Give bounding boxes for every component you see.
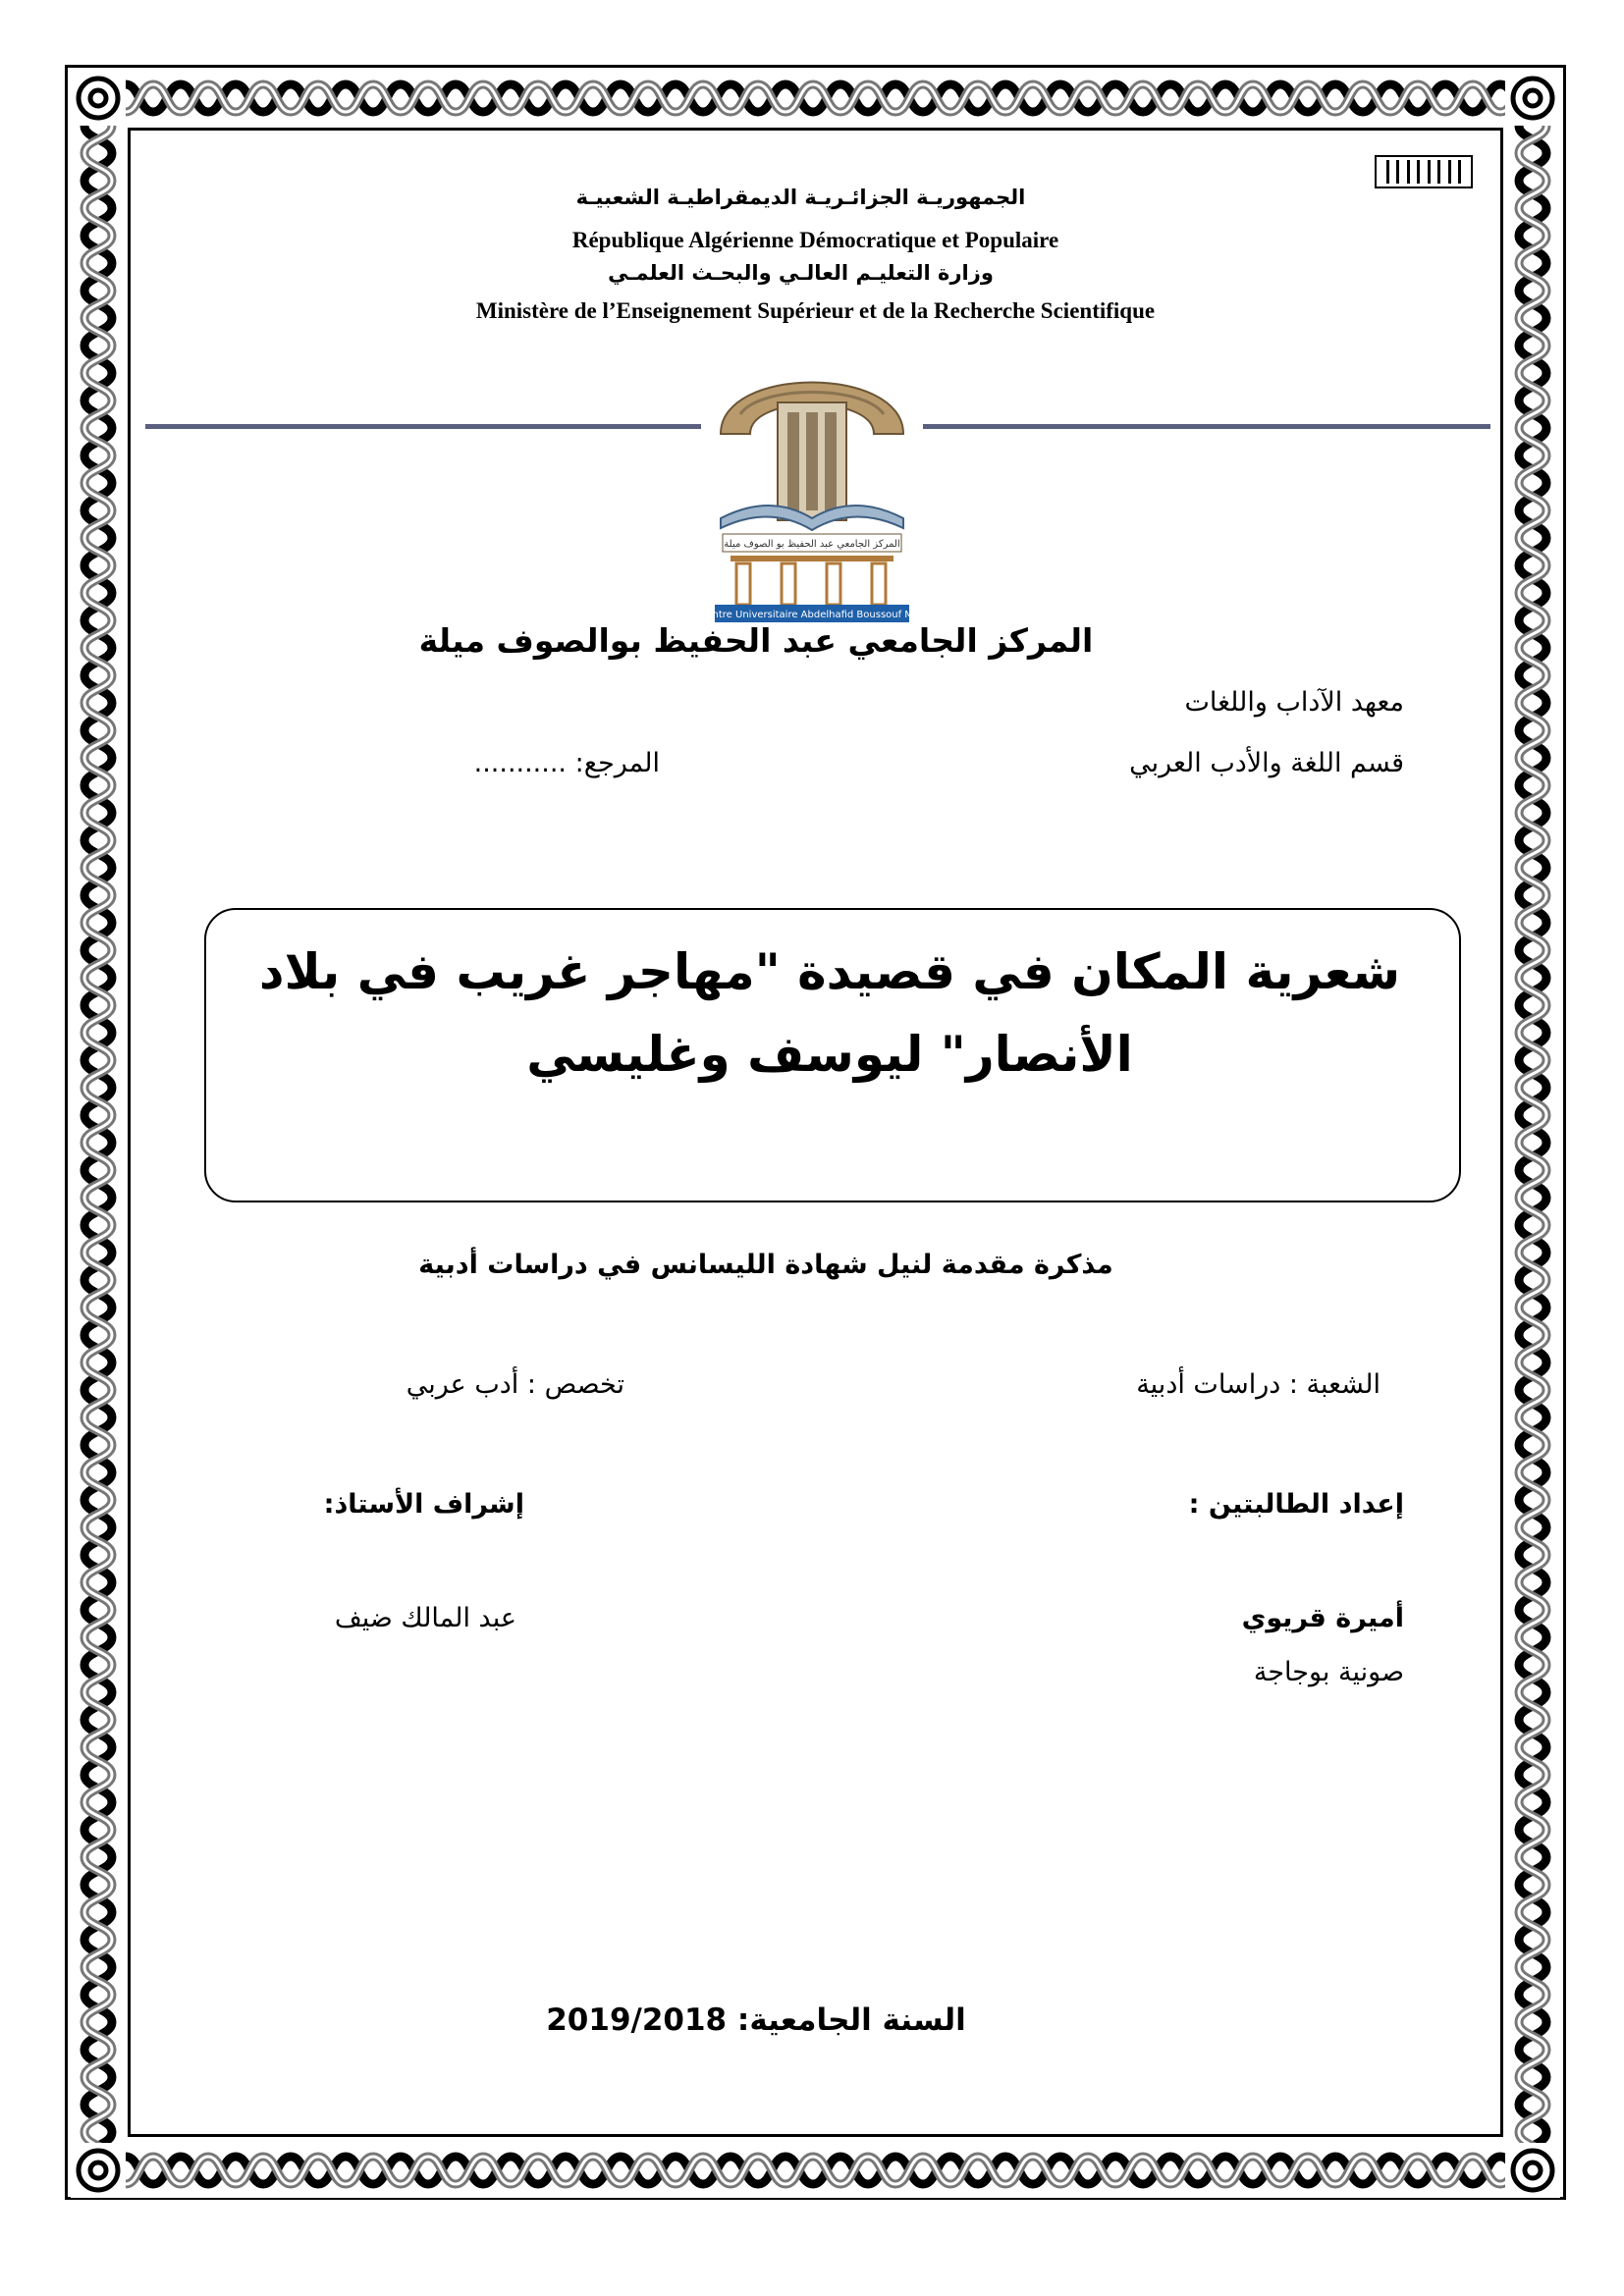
republic-arabic: الجمهوريـة الجزائـريـة الديمقراطيـة الشعبيـة (575, 186, 1026, 209)
institute-name: معهد الآداب واللغات (1184, 687, 1404, 718)
academic-year: السنة الجامعية: 2019/2018 (546, 2002, 966, 2038)
supervisor-label: إشراف الأستاذ: (323, 1489, 524, 1520)
department-name: قسم اللغة والأدب العربي (1129, 748, 1404, 778)
student-name-2: صونية بوجاجة (1253, 1657, 1404, 1687)
students-label: إعداد الطالبتين : (1188, 1489, 1404, 1520)
logo-caption-arabic: المركز الجامعي عبد الحفيظ بو الصوف ميلة (724, 539, 900, 550)
border-chain-right (1505, 71, 1560, 2198)
logo-caption-french: Centre Universitaire Abdelhafid Boussouf Mila (701, 610, 923, 620)
student-name-1: أميرة قريوي (1241, 1603, 1404, 1633)
thesis-title-line-1: شعرية المكان في قصيدة "مهاجر غريب في بلاد (258, 943, 1401, 1000)
republic-french: République Algérienne Démocratique et Populaire (571, 228, 1059, 252)
supervisor-name: عبد المالك ضيف (334, 1603, 516, 1633)
thesis-title (236, 931, 1424, 1095)
border-corner-ornament (1505, 71, 1560, 126)
border-corner-ornament (71, 71, 126, 126)
border-chain-top (71, 71, 1560, 126)
border-corner-ornament (1505, 2143, 1560, 2198)
thesis-title-line-2: الأنصار" ليوسف وغليسي (526, 1026, 1133, 1083)
reference-number: المرجع: ........... (473, 748, 660, 778)
specialty-field: تخصص : أدب عربي (406, 1369, 624, 1400)
university-logo (701, 346, 923, 622)
thesis-purpose: مذكرة مقدمة لنيل شهادة الليسانس في دراسات أدبية (418, 1250, 1113, 1280)
branch-field: الشعبة : دراسات أدبية (1136, 1369, 1380, 1400)
university-name: المركز الجامعي عبد الحفيظ بوالصوف ميلة (418, 621, 1094, 660)
ministry-french: Ministère de l’Enseignement Supérieur et de la Recherche Scientifique (475, 298, 1156, 323)
ministry-arabic: وزارة التعليـم العالـي والبحـث العلمـي (608, 261, 994, 285)
border-chain-bottom (71, 2143, 1560, 2198)
border-corner-ornament (71, 2143, 126, 2198)
border-chain-left (71, 71, 126, 2198)
